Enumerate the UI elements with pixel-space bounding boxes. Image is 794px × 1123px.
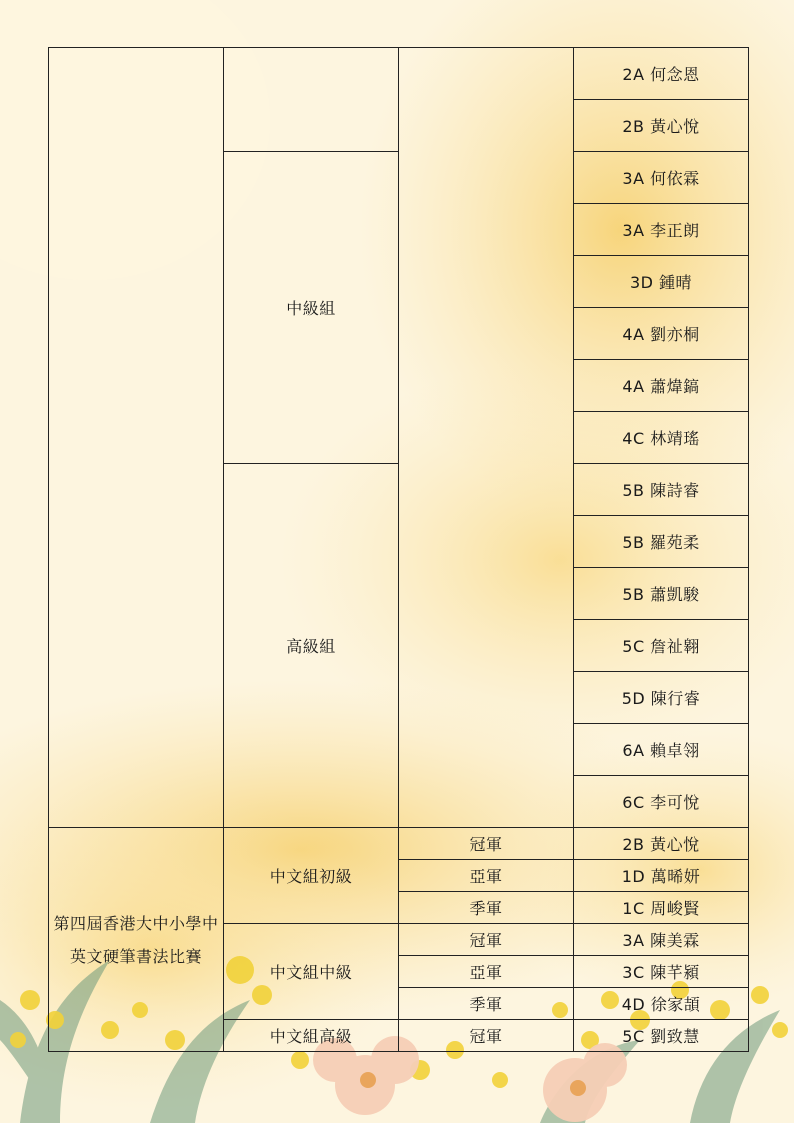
student-cell: 1C 周峻賢 bbox=[574, 892, 749, 924]
group-cell bbox=[224, 48, 399, 152]
student-cell: 5C 劉致慧 bbox=[574, 1020, 749, 1052]
student-cell: 5D 陳行睿 bbox=[574, 672, 749, 724]
group-cell-chinese-intermediate: 中文組中級 bbox=[224, 924, 399, 1020]
award-cell: 亞軍 bbox=[399, 860, 574, 892]
student-cell: 2A 何念恩 bbox=[574, 48, 749, 100]
award-cell: 冠軍 bbox=[399, 1020, 574, 1052]
group-cell-senior: 高級組 bbox=[224, 464, 399, 828]
table-row bbox=[49, 48, 749, 100]
student-cell: 4C 林靖瑤 bbox=[574, 412, 749, 464]
group-cell-chinese-junior: 中文組初級 bbox=[224, 828, 399, 924]
student-cell: 3A 陳美霖 bbox=[574, 924, 749, 956]
student-cell: 6A 賴卓翎 bbox=[574, 724, 749, 776]
student-cell: 4A 蕭煒鎬 bbox=[574, 360, 749, 412]
award-cell: 季軍 bbox=[399, 988, 574, 1020]
student-cell: 5B 羅苑柔 bbox=[574, 516, 749, 568]
student-cell: 2B 黃心悅 bbox=[574, 828, 749, 860]
group-cell-intermediate: 中級組 bbox=[224, 152, 399, 464]
student-cell: 4A 劉亦桐 bbox=[574, 308, 749, 360]
award-cell: 季軍 bbox=[399, 892, 574, 924]
student-cell: 5B 陳詩睿 bbox=[574, 464, 749, 516]
student-cell: 6C 李可悅 bbox=[574, 776, 749, 828]
student-cell: 3A 何依霖 bbox=[574, 152, 749, 204]
student-cell: 1D 萬晞妍 bbox=[574, 860, 749, 892]
student-cell: 2B 黃心悅 bbox=[574, 100, 749, 152]
competition-name: 第四屆香港大中小學中英文硬筆書法比賽 bbox=[49, 828, 224, 1052]
award-cell: 冠軍 bbox=[399, 924, 574, 956]
blank-cell bbox=[399, 48, 574, 828]
student-cell: 5B 蕭凱駿 bbox=[574, 568, 749, 620]
group-cell-chinese-senior: 中文組高級 bbox=[224, 1020, 399, 1052]
award-cell: 冠軍 bbox=[399, 828, 574, 860]
student-cell: 3D 鍾晴 bbox=[574, 256, 749, 308]
student-cell: 4D 徐家頡 bbox=[574, 988, 749, 1020]
table-row bbox=[49, 828, 749, 860]
results-table bbox=[48, 47, 749, 1052]
award-cell: 亞軍 bbox=[399, 956, 574, 988]
student-cell: 5C 詹祉翱 bbox=[574, 620, 749, 672]
blank-cell bbox=[49, 48, 224, 828]
student-cell: 3A 李正朗 bbox=[574, 204, 749, 256]
student-cell: 3C 陳芊潁 bbox=[574, 956, 749, 988]
